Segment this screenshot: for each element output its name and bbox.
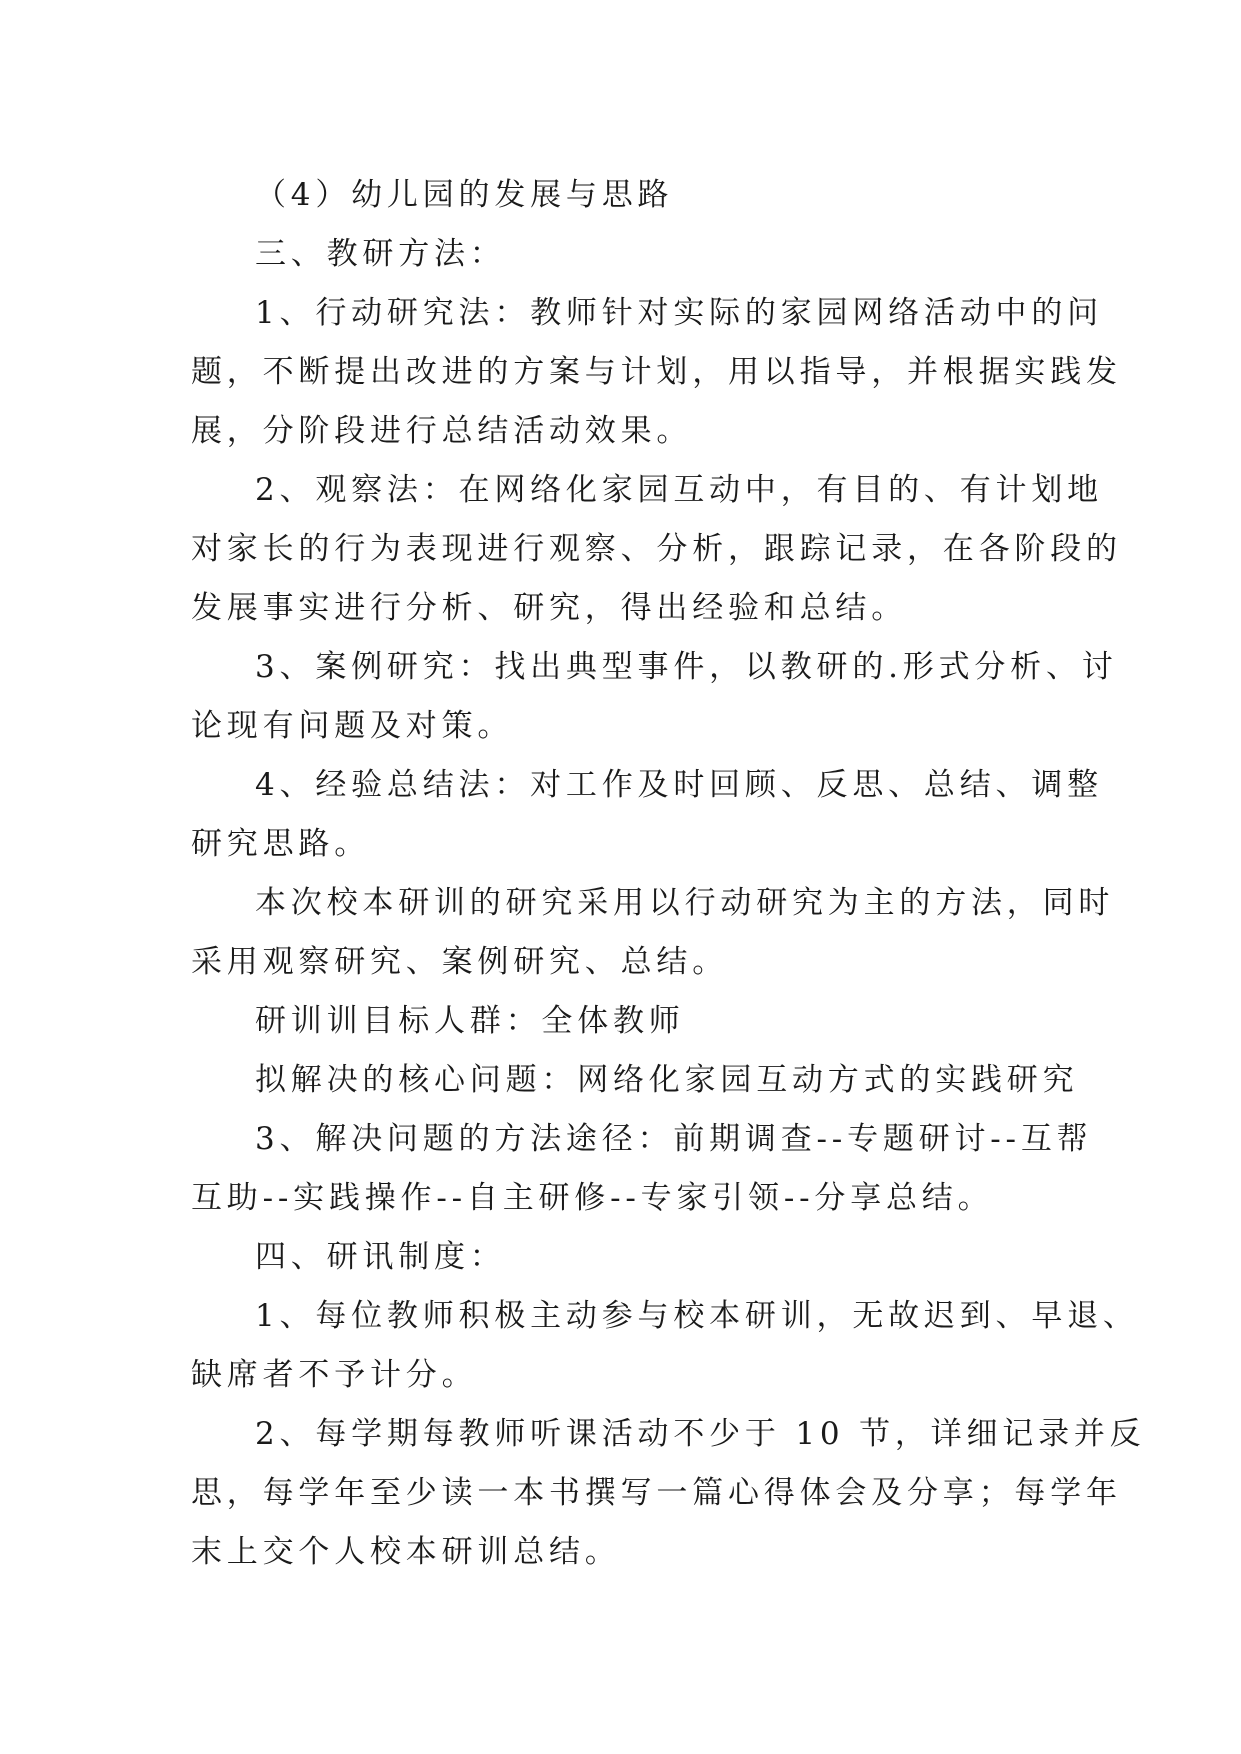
text-line: 对家长的行为表现进行观察、分析，跟踪记录，在各阶段的 — [191, 531, 1122, 567]
paragraph-action-research — [191, 284, 1122, 461]
text-line: 思，每学年至少读一本书撰写一篇心得体会及分享；每学年 — [191, 1475, 1122, 1511]
text-line: 拟解决的核心问题：网络化家园互动方式的实践研究 — [255, 1062, 1079, 1098]
text-line: 题，不断提出改进的方案与计划，用以指导，并根据实践发 — [191, 354, 1122, 390]
text-line: 研训训目标人群：全体教师 — [255, 1003, 685, 1039]
paragraph-rule-attendance — [191, 1287, 1139, 1405]
paragraph-research-approach — [191, 874, 1115, 992]
text-line: 采用观察研究、案例研究、总结。 — [191, 944, 728, 980]
text-line: 3、案例研究：找出典型事件，以教研的.形式分析、讨 — [255, 649, 1118, 685]
paragraph-case-study — [191, 638, 1118, 756]
text-line: 末上交个人校本研训总结。 — [191, 1534, 621, 1570]
heading-research-methods — [191, 225, 1051, 284]
paragraph-observation — [191, 461, 1122, 638]
text-line: 2、每学期每教师听课活动不少于 10 节，详细记录并反 — [255, 1416, 1146, 1452]
text-line: （4）幼儿园的发展与思路 — [255, 177, 674, 213]
paragraph-solution-path — [191, 1110, 1093, 1228]
text-line: 发展事实进行分析、研究，得出经验和总结。 — [191, 590, 907, 626]
paragraph-experience-summary — [191, 756, 1103, 874]
text-line: 论现有问题及对策。 — [191, 708, 514, 744]
text-line: 4、经验总结法：对工作及时回顾、反思、总结、调整 — [255, 767, 1103, 803]
text-line: 展，分阶段进行总结活动效果。 — [191, 413, 693, 449]
text-line: 研究思路。 — [191, 826, 370, 862]
paragraph-core-problem — [191, 1051, 1079, 1110]
text-line: 1、行动研究法：教师针对实际的家园网络活动中的问 — [255, 295, 1103, 331]
text-line: 三、教研方法： — [255, 236, 506, 272]
paragraph-rule-lessons — [191, 1405, 1146, 1582]
paragraph-target-group — [191, 992, 1051, 1051]
paragraph-development-ideas — [191, 166, 1051, 225]
text-line: 1、每位教师积极主动参与校本研训，无故迟到、早退、 — [255, 1298, 1139, 1334]
text-line: 3、解决问题的方法途径：前期调查--专题研讨--互帮 — [255, 1121, 1093, 1157]
text-line: 四、研讯制度： — [255, 1239, 506, 1275]
text-line: 缺席者不予计分。 — [191, 1357, 478, 1393]
text-line: 互助--实践操作--自主研修--专家引领--分享总结。 — [191, 1180, 994, 1216]
heading-research-system — [191, 1228, 1051, 1287]
document-page — [191, 166, 1146, 1582]
text-line: 本次校本研训的研究采用以行动研究为主的方法，同时 — [255, 885, 1115, 921]
text-line: 2、观察法：在网络化家园互动中，有目的、有计划地 — [255, 472, 1103, 508]
